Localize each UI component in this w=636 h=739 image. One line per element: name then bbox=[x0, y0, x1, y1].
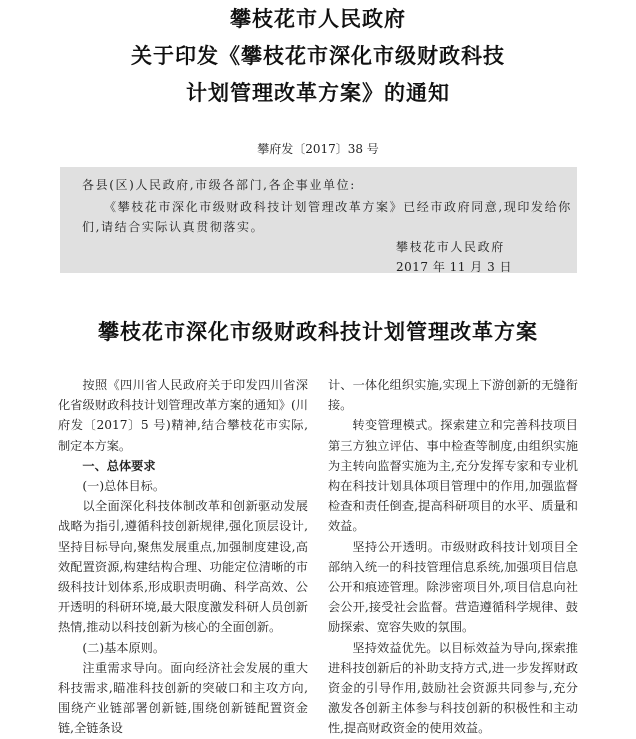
document-number: 攀府发〔2017〕38 号 bbox=[257, 142, 379, 156]
right-column bbox=[328, 375, 578, 739]
subsection-heading-basic-principles: (二)基本原则。 bbox=[82, 640, 166, 655]
notice-title-line2: 关于印发《攀枝花市深化市级财政科技 bbox=[131, 43, 505, 68]
principle-demand-oriented-start: 注重需求导向。面向经济社会发展的重大科技需求,瞄准科技创新的突破口和主攻方向,围绕产业链部署创新链,围绕创新链配置资金链,全链条设 bbox=[58, 660, 308, 736]
plan-title: 攀枝花市深化市级财政科技计划管理改革方案 bbox=[98, 319, 538, 344]
left-column bbox=[58, 375, 308, 739]
notice-body-line1: 《攀枝花市深化市级财政科技计划管理改革方案》已经市政府同意,现印发给你 bbox=[104, 200, 572, 214]
intro-paragraph: 按照《四川省人民政府关于印发四川省深化省级财政科技计划管理改革方案的通知》(川府发〔2017〕5 号)精神,结合攀枝花市实际,制定本方案。 bbox=[58, 378, 308, 453]
notice-date: 2017 年 11 月 3 日 bbox=[396, 260, 513, 274]
notice-body-line2: 们,请结合实际认真贯彻落实。 bbox=[82, 220, 265, 234]
overall-goal-paragraph: 以全面深化科技体制改革和创新驱动发展战略为指引,遵循科技创新规律,强化顶层设计,坚持目标导向,聚焦发展重点,加强制度建设,高效配置资源,构建结构合理、功能定位清晰的市级科技计划体系,形成职责明确、科学高效、公开透明的科研环境,最大限度激发科研人员创新热情,推动以科技创新为核心的全面创新。 bbox=[58, 499, 308, 635]
notice-signer: 攀枝花市人民政府 bbox=[396, 240, 505, 254]
notice-box bbox=[60, 167, 577, 273]
section-heading-general-requirements: 一、总体要求 bbox=[82, 458, 156, 473]
principle-efficiency: 坚持效益优先。以目标效益为导向,探索推进科技创新后的补助支持方式,进一步发挥财政资金的引导作用,鼓励社会资源共同参与,充分激发各创新主体参与科技创新的积极性和主动性,提高财政资金的使用效益。 bbox=[328, 640, 578, 736]
principle-management-mode: 转变管理模式。探索建立和完善科技项目第三方独立评估、事中检查等制度,由组织实施为主转向监督实施为主,充分发挥专家和专业机构在科技计划具体项目管理中的作用,加强监督检查和责任倒查,提高科研项目的水平、质量和效益。 bbox=[328, 418, 578, 534]
notice-recipients: 各县(区)人民政府,市级各部门,各企事业单位: bbox=[82, 178, 356, 192]
subsection-heading-overall-goal: (一)总体目标。 bbox=[82, 479, 166, 494]
notice-title-line1: 攀枝花市人民政府 bbox=[230, 6, 406, 31]
principle-transparency: 坚持公开透明。市级财政科技计划项目全部纳入统一的科技管理信息系统,加强项目信息公开和痕迹管理。除涉密项目外,项目信息向社会公开,接受社会监督。营造遵循科学规律、鼓励探索、宽容失败的氛围。 bbox=[328, 539, 578, 635]
notice-title-line3: 计划管理改革方案》的通知 bbox=[186, 80, 450, 105]
principle-demand-oriented-end: 计、一体化组织实施,实现上下游创新的无缝衔接。 bbox=[328, 378, 578, 413]
